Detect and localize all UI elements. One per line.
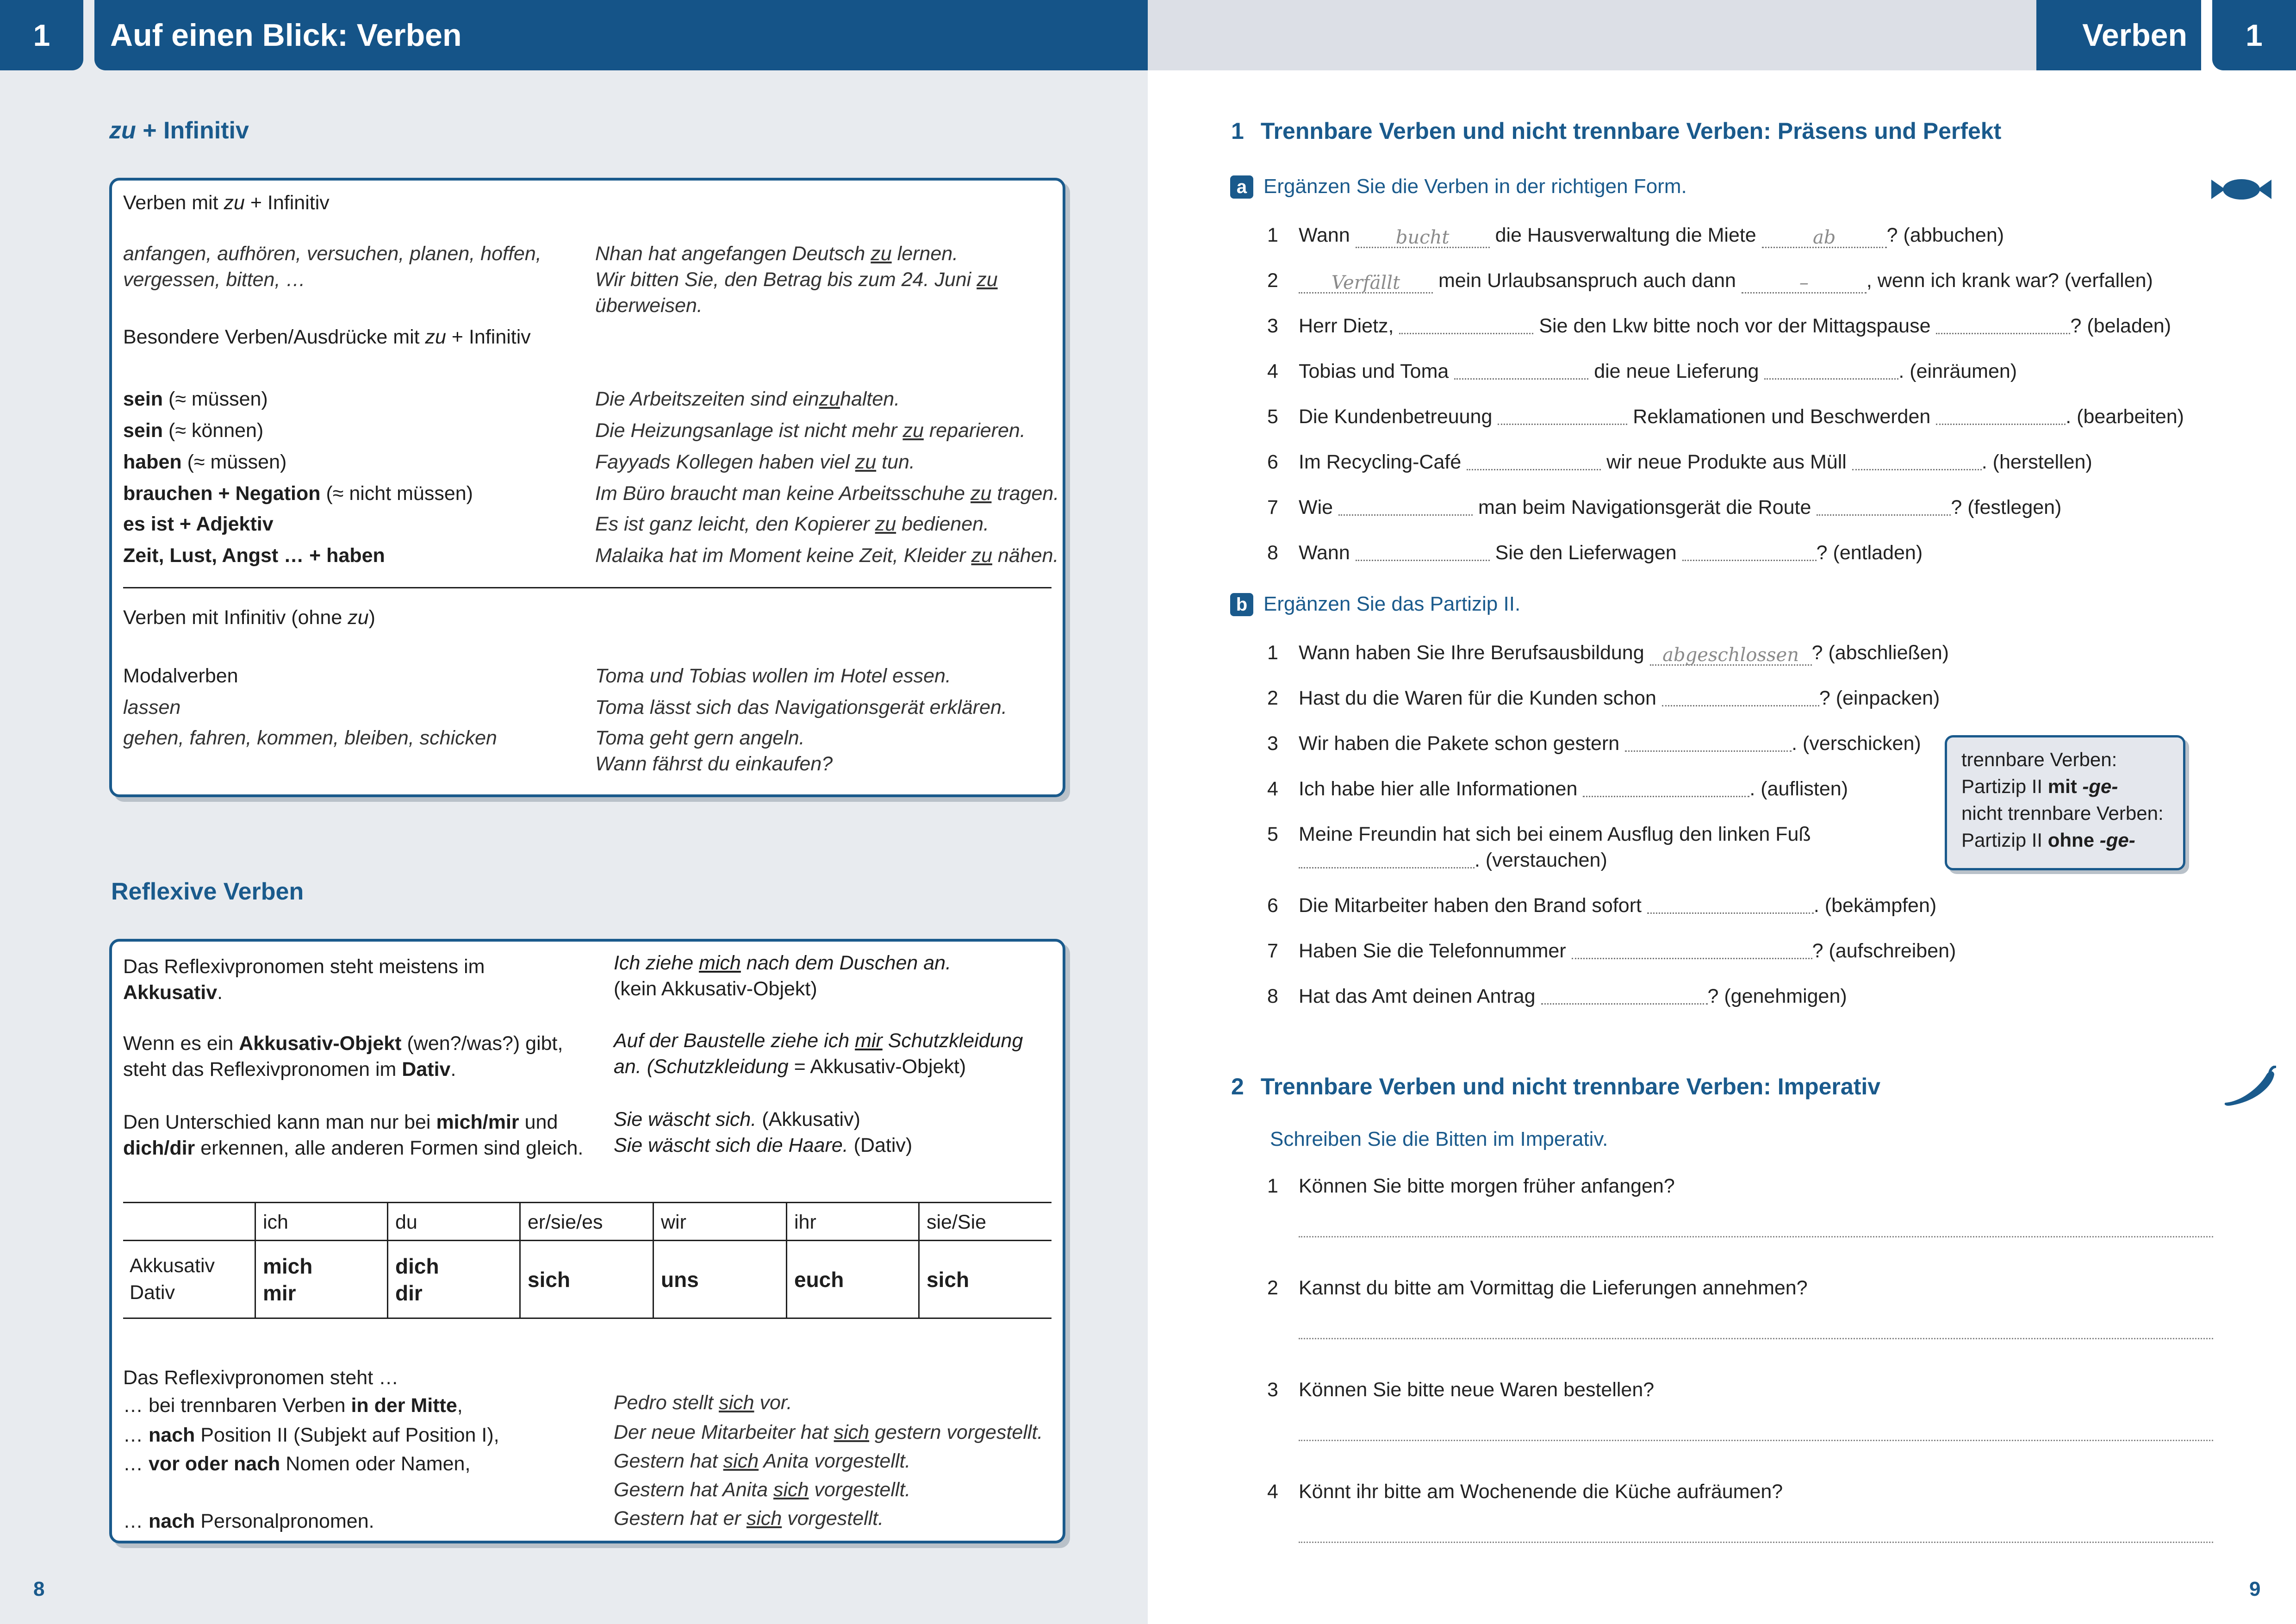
exercise-b-item: 4 Ich habe hier alle Informationen . (auflisten) xyxy=(1267,778,1848,800)
table-row-label: Dativ xyxy=(130,1281,175,1304)
answer-line[interactable] xyxy=(1299,1338,2213,1339)
hint-text: trennbare Verben: Partizip II mit -ge- nicht trennbare Verben: Partizip II ohne -ge- xyxy=(1961,749,2164,851)
special-row-example: Die Arbeitszeiten sind einzuhalten. xyxy=(595,388,900,410)
infinitive-example: Wann fährst du einkaufen? xyxy=(595,753,833,775)
exercise-b-item: 7 Haben Sie die Telefonnummer ? (aufschreiben) xyxy=(1267,940,1956,962)
table-header-cell: ihr xyxy=(794,1211,816,1233)
special-row: Zeit, Lust, Angst … + haben xyxy=(123,544,385,567)
infinitive-label: Modalverben xyxy=(123,665,238,687)
table-col-divider xyxy=(255,1202,256,1318)
answer-blank[interactable] xyxy=(1682,541,1817,561)
answer-blank[interactable]: bucht xyxy=(1356,228,1490,248)
infinitive-title: Verben mit Infinitiv (ohne zu) xyxy=(123,606,375,629)
position-example: Gestern hat sich Anita vorgestellt. xyxy=(614,1450,911,1472)
instruction-ex2: Schreiben Sie die Bitten im Imperativ. xyxy=(1270,1128,1608,1150)
table-header-cell: sie/Sie xyxy=(927,1211,987,1233)
table-header-cell: er/sie/es xyxy=(528,1211,603,1233)
position-example: Gestern hat er sich vorgestellt. xyxy=(614,1507,884,1530)
zu-example-1: Nhan hat angefangen Deutsch zu lernen. xyxy=(595,243,958,265)
table-row-label: Akkusativ xyxy=(130,1255,215,1277)
infinitive-example: Toma und Tobias wollen im Hotel essen. xyxy=(595,665,951,687)
special-row-example: Es ist ganz leicht, den Kopierer zu bedienen. xyxy=(595,513,989,535)
table-bottom-rule xyxy=(123,1318,1052,1319)
exercise-2-heading: 2 Trennbare Verben und nicht trennbare Verben: Imperativ xyxy=(1231,1074,1881,1099)
instruction-b: b Ergänzen Sie das Partizip II. xyxy=(1230,593,1520,616)
special-verbs-title: Besondere Verben/Ausdrücke mit zu + Infinitiv xyxy=(123,326,531,348)
reflexive-example-2: Auf der Baustelle ziehe ich mir Schutzkleidung an. (Schutzkleidung = Akkusativ-Objekt) xyxy=(614,1030,1023,1078)
answer-blank[interactable] xyxy=(1817,496,1951,516)
page-header-title-right: Verben xyxy=(2036,0,2201,70)
special-row: sein (≈ können) xyxy=(123,419,264,442)
exercise-a-item: 1 Wann bucht die Hausverwaltung die Miete ab ? (abbuchen) xyxy=(1267,224,2004,248)
table-header-rule xyxy=(123,1240,1052,1241)
answer-blank[interactable] xyxy=(1454,360,1588,380)
zu-example-2: Wir bitten Sie, den Betrag bis zum 24. Juni zu überweisen. xyxy=(595,269,998,317)
position-example: Gestern hat Anita sich vorgestellt. xyxy=(614,1479,911,1501)
special-row: haben (≈ müssen) xyxy=(123,451,287,473)
chapter-number-right: 1 xyxy=(2212,0,2296,70)
table-col-divider xyxy=(918,1202,920,1318)
table-cell: mich mir xyxy=(263,1254,313,1305)
answer-blank[interactable] xyxy=(1764,360,1898,380)
reflexive-example-3: Sie wäscht sich. (Akkusativ) Sie wäscht sich die Haare. (Dativ) xyxy=(614,1108,913,1156)
answer-blank[interactable] xyxy=(1583,777,1749,797)
answer-blank[interactable]: – xyxy=(1742,274,1867,294)
infinitive-label: lassen xyxy=(123,696,181,718)
reflexive-example-1: Ich ziehe mich nach dem Duschen an. (kein Akkusativ-Objekt) xyxy=(614,952,952,1000)
position-rule: … bei trennbaren Verben in der Mitte, xyxy=(123,1394,463,1417)
special-row-example: Fayyads Kollegen haben viel zu tun. xyxy=(595,451,915,473)
answer-blank[interactable] xyxy=(1299,849,1475,868)
divider xyxy=(123,587,1052,588)
zu-infinitive-heading: zu + Infinitiv xyxy=(109,117,249,144)
position-example: Pedro stellt sich vor. xyxy=(614,1392,792,1414)
candy-icon xyxy=(2211,177,2271,204)
answer-blank[interactable]: ab xyxy=(1762,228,1887,248)
exercise-b-item: 6 Die Mitarbeiter haben den Brand sofort . (bekämpfen) xyxy=(1267,894,1937,917)
table-cell: sich xyxy=(528,1268,571,1292)
exercise-a-item: 3 Herr Dietz, Sie den Lkw bitte noch vor der Mittagspause ? (beladen) xyxy=(1267,315,2172,337)
special-row: sein (≈ müssen) xyxy=(123,388,268,410)
exercise-a-item: 5 Die Kundenbetreuung Reklamationen und Beschwerden . (bearbeiten) xyxy=(1267,406,2184,428)
infinitive-example: Toma geht gern angeln. xyxy=(595,727,805,749)
reflexive-rule-2: Wenn es ein Akkusativ-Objekt (wen?/was?) gibt, steht das Reflexivpronomen im Dativ. xyxy=(123,1032,563,1081)
answer-line[interactable] xyxy=(1299,1440,2213,1441)
page-number-right: 9 xyxy=(2249,1578,2261,1600)
table-col-divider xyxy=(387,1202,388,1318)
table-header-cell: wir xyxy=(661,1211,686,1233)
position-example: Der neue Mitarbeiter hat sich gestern vorgestellt. xyxy=(614,1421,1043,1443)
answer-blank[interactable] xyxy=(1356,541,1490,561)
exercise-b-item: 8 Hat das Amt deinen Antrag ? (genehmigen) xyxy=(1267,985,1847,1007)
exercise-a-item: 8 Wann Sie den Lieferwagen ? (entladen) xyxy=(1267,542,1923,564)
special-row-example: Malaika hat im Moment keine Zeit, Kleider zu nähen. xyxy=(595,544,1059,567)
table-cell: dich dir xyxy=(395,1254,439,1305)
position-rule: … nach Position II (Subjekt auf Position I), xyxy=(123,1424,499,1446)
table-col-divider xyxy=(519,1202,521,1318)
table-header-cell: du xyxy=(395,1211,417,1233)
table-header-cell: ich xyxy=(263,1211,288,1233)
exercise-a-item: 4 Tobias und Toma die neue Lieferung . (einräumen) xyxy=(1267,360,2017,382)
imperative-item: 1 Können Sie bitte morgen früher anfangen? xyxy=(1267,1175,1675,1197)
chapter-number-left: 1 xyxy=(0,0,83,70)
table-cell: euch xyxy=(794,1268,844,1292)
answer-blank[interactable] xyxy=(1498,405,1627,425)
infinitive-example: Toma lässt sich das Navigationsgerät erklären. xyxy=(595,696,1007,718)
position-rule: … nach Personalpronomen. xyxy=(123,1510,374,1532)
special-row-example: Die Heizungsanlage ist nicht mehr zu reparieren. xyxy=(595,419,1026,442)
answer-blank[interactable] xyxy=(1572,939,1812,959)
answer-blank[interactable] xyxy=(1541,985,1708,1005)
imperative-item: 4 Könnt ihr bitte am Wochenende die Küche aufräumen? xyxy=(1267,1480,1783,1503)
exercise-a-item: 6 Im Recycling-Café wir neue Produkte aus Müll . (herstellen) xyxy=(1267,451,2092,473)
page-number-left: 8 xyxy=(33,1578,45,1600)
box-title: Verben mit zu + Infinitiv xyxy=(123,192,330,214)
reflexive-heading: Reflexive Verben xyxy=(111,878,304,905)
exercise-b-item: 5 Meine Freundin hat sich bei einem Ausflug den linken Fuß . (verstauchen) xyxy=(1267,823,1811,871)
table-col-divider xyxy=(786,1202,787,1318)
reflexive-rule-1: Das Reflexivpronomen steht meistens im Akkusativ. xyxy=(123,956,485,1004)
page-header-title: Auf einen Blick: Verben xyxy=(94,0,1164,70)
table-cell: sich xyxy=(927,1268,970,1292)
reflexive-rule-3: Den Unterschied kann man nur bei mich/mir und dich/dir erkennen, alle anderen Formen sind gleich. xyxy=(123,1111,584,1159)
special-row-example: Im Büro braucht man keine Arbeitsschuhe zu tragen. xyxy=(595,482,1059,505)
answer-blank[interactable] xyxy=(1852,450,1982,470)
answer-line[interactable] xyxy=(1299,1542,2213,1543)
table-cell: uns xyxy=(661,1268,699,1292)
answer-blank[interactable] xyxy=(1467,450,1601,470)
answer-blank[interactable] xyxy=(1399,314,1533,334)
answer-blank[interactable]: abgeschlossen xyxy=(1650,646,1812,666)
answer-blank[interactable] xyxy=(1625,732,1792,752)
exercise-b-item: 2 Hast du die Waren für die Kunden schon ? (einpacken) xyxy=(1267,687,1940,709)
exercise-b-item: 1 Wann haben Sie Ihre Berufsausbildung abgeschlossen ? (abschließen) xyxy=(1267,642,1949,666)
table-col-divider xyxy=(653,1202,654,1318)
answer-blank[interactable] xyxy=(1647,894,1814,914)
chili-pepper-icon xyxy=(2221,1066,2277,1110)
exercise-1-heading: 1 Trennbare Verben und nicht trennbare Verben: Präsens und Perfekt xyxy=(1231,118,2002,144)
special-row: brauchen + Negation (≈ nicht müssen) xyxy=(123,482,473,505)
exercise-a-item: 2 Verfällt mein Urlaubsanspruch auch dann – , wenn ich krank war? (verfallen) xyxy=(1267,269,2153,294)
special-row: es ist + Adjektiv xyxy=(123,513,274,535)
answer-blank[interactable] xyxy=(1936,314,2070,334)
exercise-b-item: 3 Wir haben die Pakete schon gestern . (verschicken) xyxy=(1267,732,1921,755)
answer-blank[interactable] xyxy=(1338,496,1473,516)
position-intro: Das Reflexivpronomen steht … xyxy=(123,1367,399,1389)
position-rule: … vor oder nach Nomen oder Namen, xyxy=(123,1453,471,1475)
table-top-rule xyxy=(123,1202,1052,1203)
imperative-item: 2 Kannst du bitte am Vormittag die Lieferungen annehmen? xyxy=(1267,1277,1808,1299)
imperative-item: 3 Können Sie bitte neue Waren bestellen? xyxy=(1267,1379,1655,1401)
right-page xyxy=(1148,0,2296,1624)
verbs-list: anfangen, aufhören, versuchen, planen, hoffen, vergessen, bitten, … xyxy=(123,243,541,291)
instruction-a: a Ergänzen Sie die Verben in der richtigen Form. xyxy=(1230,175,1687,199)
answer-blank[interactable]: Verfällt xyxy=(1299,274,1433,294)
answer-line[interactable] xyxy=(1299,1236,2213,1237)
exercise-a-item: 7 Wie man beim Navigationsgerät die Route ? (festlegen) xyxy=(1267,496,2062,518)
answer-blank[interactable] xyxy=(1662,687,1819,706)
answer-blank[interactable] xyxy=(1936,405,2066,425)
infinitive-label: gehen, fahren, kommen, bleiben, schicken xyxy=(123,727,497,749)
